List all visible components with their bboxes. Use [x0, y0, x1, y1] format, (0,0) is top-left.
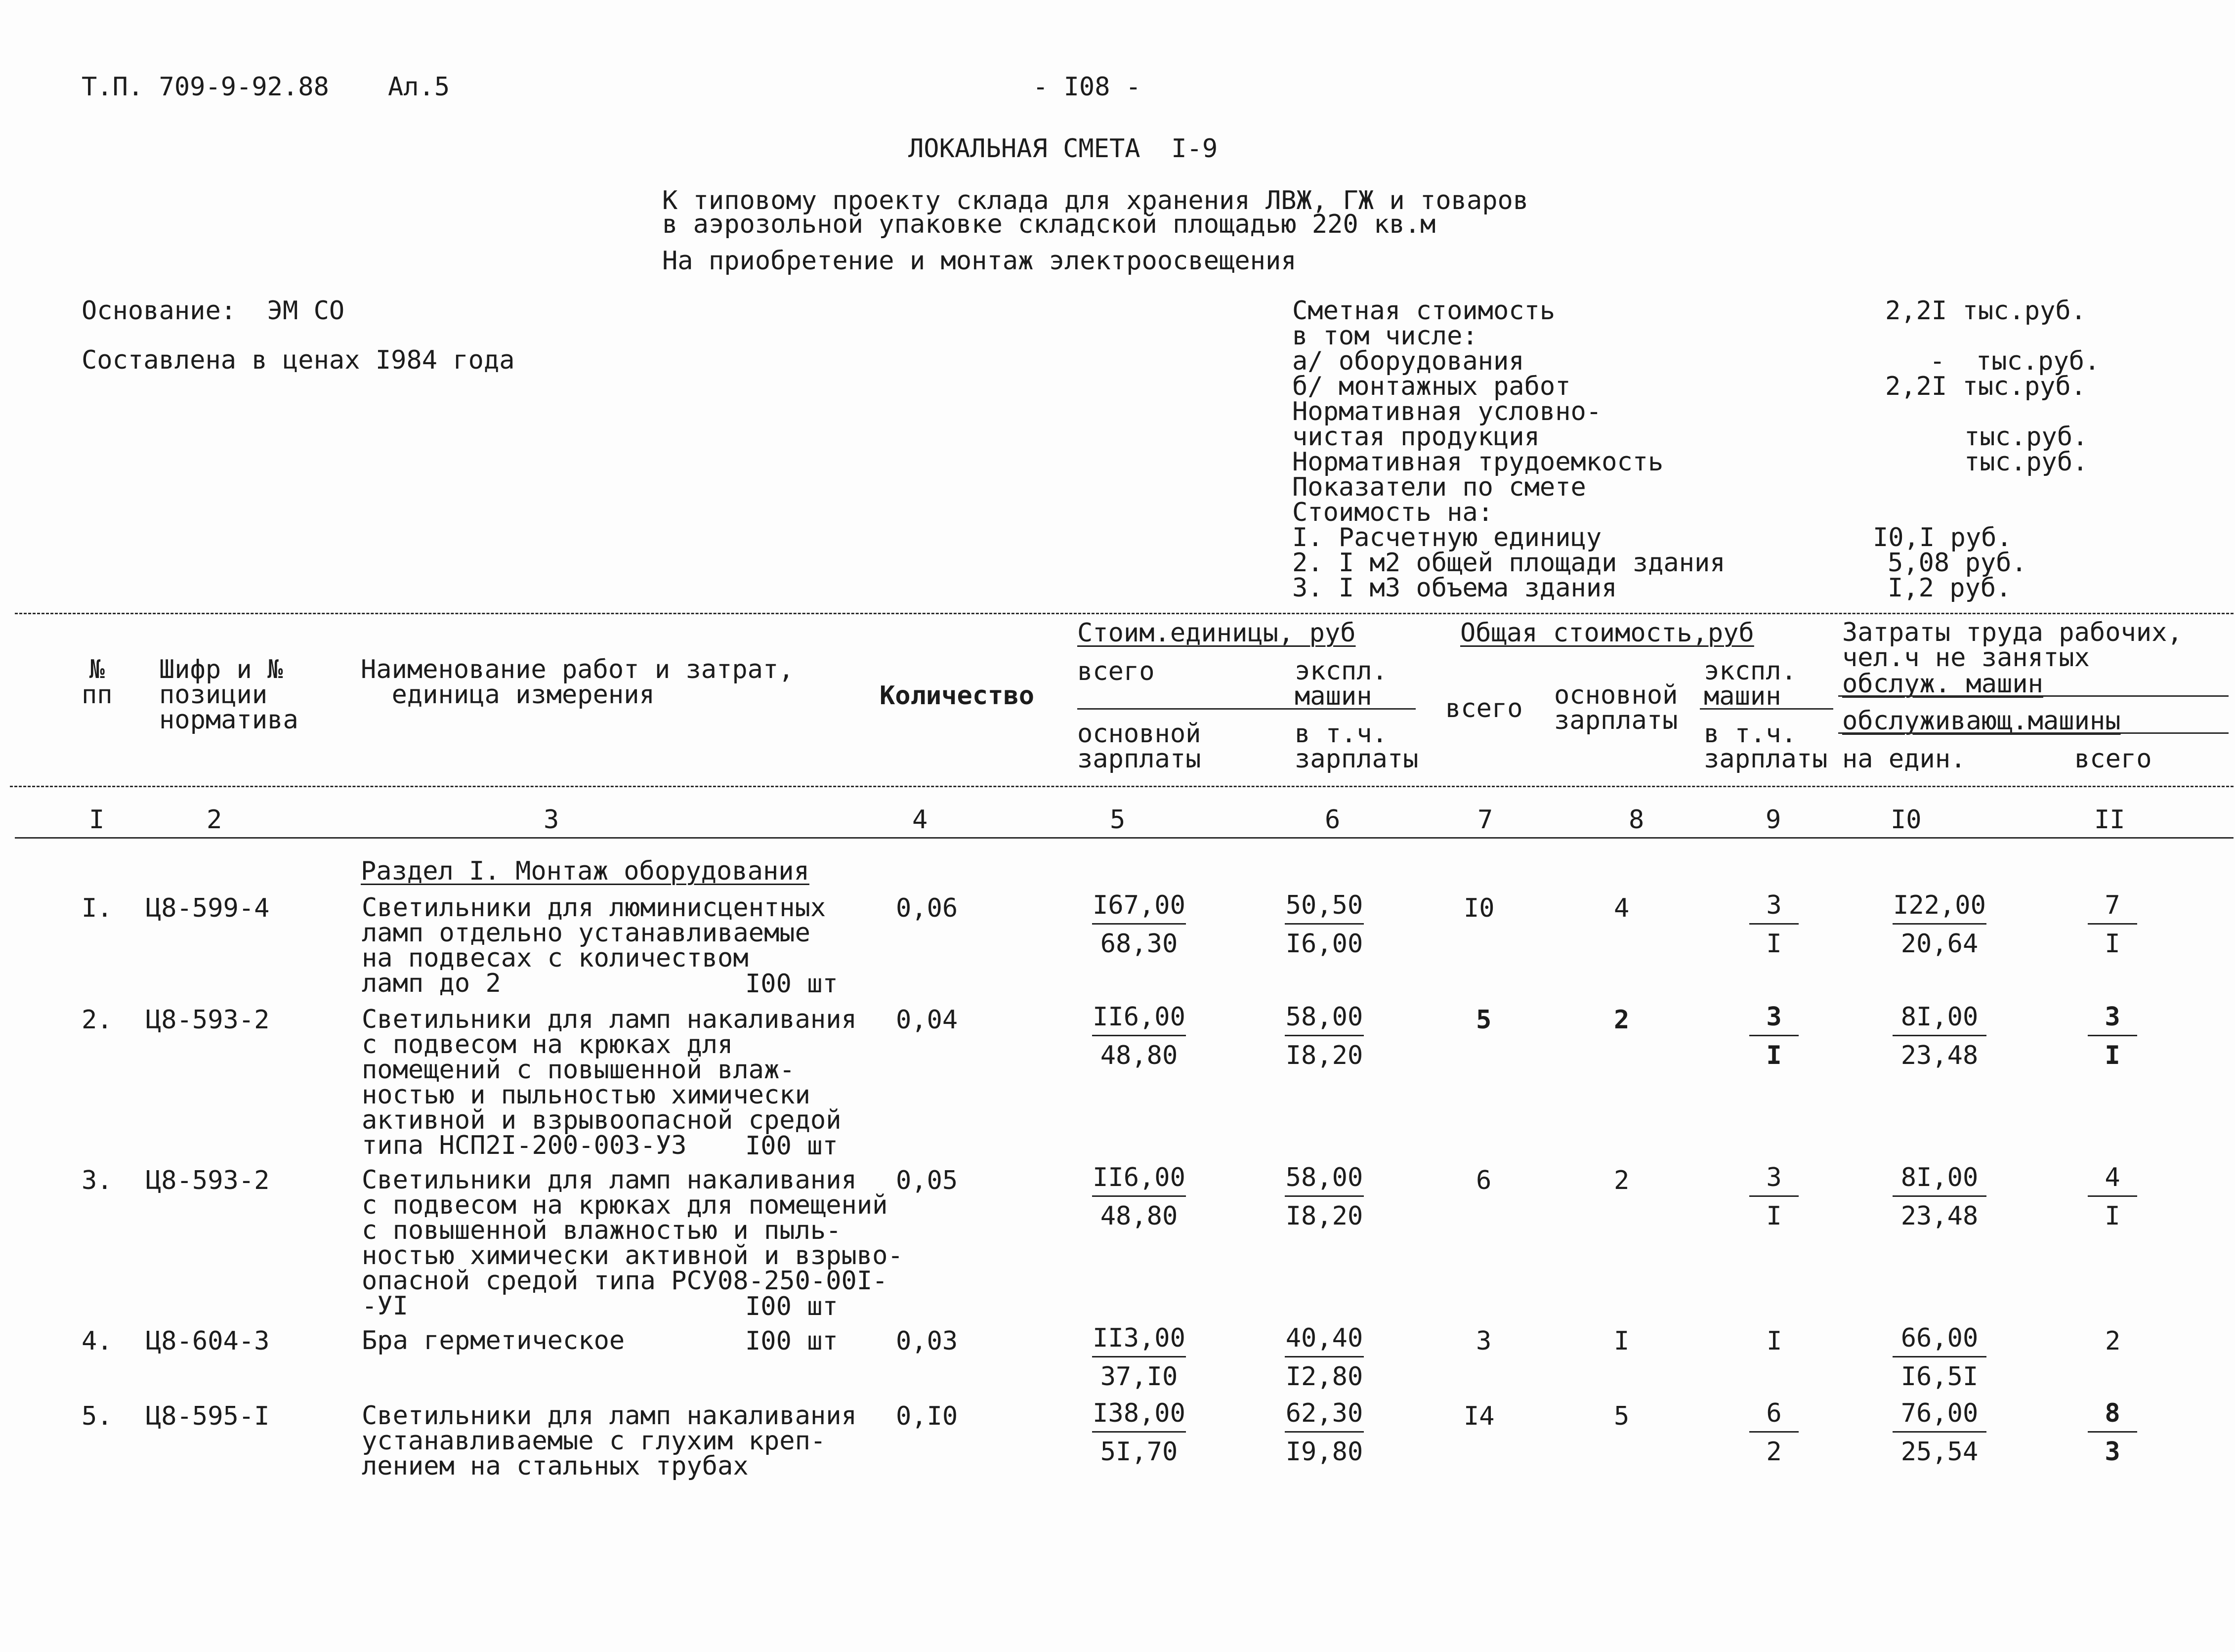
row-total-wage: 4	[1614, 893, 1630, 923]
row-unit-machine	[1277, 1002, 1371, 1069]
row-unit-cost	[1085, 1323, 1193, 1390]
column-numbers-rule	[15, 837, 2234, 839]
row-total-machine	[1747, 1398, 1801, 1465]
row-number: 2.	[82, 1005, 113, 1035]
header-unit-machine-wage: в т.ч. зарплаты	[1295, 719, 1419, 774]
summary-value: - тыс.руб.	[1930, 346, 2100, 376]
row-number: 3.	[82, 1166, 113, 1195]
summary-value: тыс.руб.	[1964, 447, 2088, 477]
header-col-num: № пп	[82, 655, 113, 710]
header-unit-wage: основной зарплаты	[1077, 719, 1201, 774]
unit-machine-cost: 62,30	[1285, 1398, 1363, 1428]
row-labor-unit	[1885, 890, 1994, 957]
row-labor-total: 2	[2105, 1326, 2121, 1356]
title-line-1: К типовому проекту склада для хранения ЛВЖ, ГЖ и товаров	[662, 186, 1529, 215]
header-col-name: Наименование работ и затрат, единица измерения	[361, 655, 794, 710]
header-total-all: всего	[1445, 694, 1523, 723]
summary-label: Стоимость на:	[1292, 498, 1493, 527]
column-number: 3	[544, 805, 559, 835]
header-total-machines: экспл. машин	[1704, 656, 1797, 711]
row-total-all: 5	[1476, 1005, 1492, 1035]
labor-unit-value: I22,00	[1893, 890, 1986, 920]
labor-unit-value: 8I,00	[1900, 1163, 1979, 1192]
column-number: 2	[207, 805, 222, 835]
header-group-labor: Затраты труда рабочих, чел.ч не занятых	[1842, 618, 2183, 673]
column-number: 9	[1766, 805, 1781, 835]
summary-label: Показатели по смете	[1292, 472, 1586, 502]
column-number: 7	[1477, 805, 1493, 835]
summary-label: 2. I м2 общей площади здания	[1292, 548, 1726, 578]
summary-value: 2,2I тыс.руб.	[1885, 372, 2086, 401]
unit-machine-cost: 58,00	[1285, 1002, 1363, 1032]
header-labor-sub2: обслуживающ.машины	[1842, 706, 2121, 736]
row-unit-machine	[1277, 890, 1371, 957]
row-unit-cost	[1085, 1398, 1193, 1465]
labor-total-machine: I	[2105, 1201, 2120, 1231]
column-number: 4	[912, 805, 928, 835]
labor-unit-machine: I6,5I	[1900, 1362, 1979, 1392]
header-labor-total: всего	[2074, 744, 2152, 774]
total-machine-wage: 2	[1766, 1437, 1782, 1467]
row-number: 5.	[82, 1401, 113, 1431]
total-machine-cost: 3	[1766, 1002, 1782, 1032]
summary-label: Нормативная условно-	[1292, 397, 1602, 426]
sheet-number: Ал.5	[388, 72, 450, 102]
title-line-2: в аэрозольной упаковке складской площадью 220 кв.м	[662, 210, 1436, 239]
row-unit: I00 шт	[745, 969, 838, 999]
row-total-all: 3	[1476, 1326, 1492, 1356]
unit-machine-wage: I2,80	[1285, 1362, 1363, 1392]
row-unit: I00 шт	[745, 1131, 838, 1161]
labor-unit-value: 76,00	[1900, 1398, 1979, 1428]
row-code: Ц8-593-2	[146, 1005, 270, 1035]
total-machine-wage: I	[1766, 1041, 1782, 1070]
unit-cost-wage: 37,I0	[1100, 1362, 1178, 1392]
summary-label: а/ оборудования	[1292, 346, 1524, 376]
header-group-unit-cost: Стоим.единицы, руб	[1077, 618, 1356, 648]
page-number: - I08 -	[1033, 72, 1141, 102]
row-name: Бра герметическое	[362, 1326, 625, 1355]
row-unit-cost	[1085, 890, 1193, 957]
labor-unit-value: 66,00	[1900, 1323, 1979, 1353]
header-unit-machines: экспл. машин	[1295, 656, 1388, 711]
column-number: I0	[1891, 805, 1922, 835]
summary-value: I,2 руб.	[1888, 573, 2012, 603]
unit-machine-cost: 40,40	[1285, 1323, 1363, 1353]
row-total-machine: I	[1767, 1326, 1782, 1356]
summary-label: б/ монтажных работ	[1292, 372, 1571, 401]
unit-cost-total: II6,00	[1093, 1163, 1185, 1192]
row-number: 4.	[82, 1326, 113, 1356]
header-unit-total: всего	[1077, 657, 1155, 686]
row-quantity: 0,04	[896, 1005, 958, 1035]
unit-machine-wage: I6,00	[1285, 929, 1363, 959]
summary-label: 3. I м3 объема здания	[1292, 573, 1617, 603]
row-unit-machine	[1277, 1398, 1371, 1465]
basis-text: Основание: ЭМ СО	[82, 296, 345, 326]
summary-label: в том числе:	[1292, 321, 1478, 351]
row-labor-unit	[1885, 1323, 1994, 1390]
row-number: I.	[82, 893, 113, 923]
summary-label: Сметная стоимость	[1292, 296, 1556, 326]
table-top-rule	[15, 613, 2234, 614]
header-col-quantity: Количество	[880, 681, 1035, 711]
prices-year-text: Составлена в ценах I984 года	[82, 345, 515, 375]
row-unit-machine	[1277, 1163, 1371, 1229]
row-quantity: 0,03	[896, 1326, 958, 1356]
title-line-3: На приобретение и монтаж электроосвещения	[662, 246, 1297, 276]
labor-unit-machine: 20,64	[1900, 929, 1979, 959]
row-total-machine	[1747, 890, 1801, 957]
row-labor-unit	[1885, 1002, 1994, 1069]
unit-cost-wage: 48,80	[1100, 1041, 1178, 1070]
header-col-code: Шифр и № позиции норматива	[159, 655, 298, 735]
labor-total-value: 3	[2105, 1002, 2120, 1032]
unit-machine-wage: I8,20	[1285, 1041, 1363, 1070]
row-total-machine	[1747, 1163, 1801, 1229]
column-number: 5	[1110, 805, 1126, 835]
summary-label: Нормативная трудоемкость	[1292, 447, 1664, 477]
header-total-wage: основной зарплаты	[1554, 680, 1678, 735]
labor-unit-machine: 23,48	[1900, 1041, 1979, 1070]
unit-machine-cost: 50,50	[1285, 890, 1363, 920]
row-total-wage: I	[1614, 1326, 1630, 1356]
total-machine-wage: I	[1766, 929, 1782, 959]
row-quantity: 0,I0	[896, 1401, 958, 1431]
header-unit-subrule	[1077, 708, 1416, 710]
header-group-total-cost: Общая стоимость,руб	[1460, 618, 1754, 648]
unit-cost-total: II3,00	[1093, 1323, 1185, 1353]
row-quantity: 0,06	[896, 893, 958, 923]
row-quantity: 0,05	[896, 1166, 958, 1195]
row-labor-total	[2085, 1002, 2140, 1069]
row-code: Ц8-599-4	[146, 893, 270, 923]
unit-machine-wage: I9,80	[1285, 1437, 1363, 1467]
labor-unit-machine: 25,54	[1900, 1437, 1979, 1467]
row-code: Ц8-604-3	[146, 1326, 270, 1356]
row-unit-cost	[1085, 1163, 1193, 1229]
total-machine-cost: 6	[1766, 1398, 1782, 1428]
unit-cost-total: I38,00	[1093, 1398, 1185, 1428]
header-labor-per-unit: на един.	[1842, 744, 1966, 774]
row-name: Светильники для люминисцентных ламп отдельно устанавливаемые на подвесах с количеством ламп до 2	[362, 893, 826, 998]
header-total-subrule	[1700, 708, 1833, 710]
row-unit-machine	[1277, 1323, 1371, 1390]
labor-total-value: 7	[2105, 890, 2120, 920]
labor-unit-machine: 23,48	[1900, 1201, 1979, 1231]
row-total-all: 6	[1476, 1166, 1492, 1195]
row-labor-total	[2085, 1163, 2140, 1229]
row-total-machine	[1747, 1002, 1801, 1069]
header-total-machine-wage: в т.ч. зарплаты	[1704, 719, 1828, 774]
row-labor-total	[2085, 1398, 2140, 1465]
row-total-wage: 2	[1614, 1166, 1630, 1195]
header-labor-rule	[1838, 695, 2229, 697]
unit-machine-wage: I8,20	[1285, 1201, 1363, 1231]
row-unit: I00 шт	[745, 1326, 838, 1356]
total-machine-cost: 3	[1766, 1163, 1782, 1192]
table-header-bottom-rule	[10, 786, 2234, 787]
summary-label: I. Расчетную единицу	[1292, 523, 1602, 552]
row-code: Ц8-593-2	[146, 1166, 270, 1195]
row-code: Ц8-595-I	[146, 1401, 270, 1431]
unit-cost-total: I67,00	[1093, 890, 1185, 920]
section-title: Раздел I. Монтаж оборудования	[361, 856, 809, 886]
labor-unit-value: 8I,00	[1900, 1002, 1979, 1032]
labor-total-value: 8	[2105, 1398, 2120, 1428]
unit-cost-wage: 5I,70	[1100, 1437, 1178, 1467]
row-name: Светильники для ламп накаливания с подвесом на крюках для помещений с повышенной влаж- ностью и пыльностью химически активной и взрывоопасной средой типа НСП2I-200-003-У3	[362, 1005, 857, 1160]
unit-cost-total: II6,00	[1093, 1002, 1185, 1032]
unit-cost-wage: 68,30	[1100, 929, 1178, 959]
summary-value: I0,I руб.	[1873, 523, 2012, 552]
column-number: 6	[1325, 805, 1341, 835]
document-code: Т.П. 709-9-92.88	[82, 72, 329, 102]
summary-label: чистая продукция	[1292, 422, 1540, 452]
header-labor-rule	[1838, 732, 2229, 734]
row-labor-unit	[1885, 1163, 1994, 1229]
unit-machine-cost: 58,00	[1285, 1163, 1363, 1192]
summary-value: 5,08 руб.	[1888, 548, 2027, 578]
summary-value: тыс.руб.	[1964, 422, 2088, 452]
row-labor-unit	[1885, 1398, 1994, 1465]
labor-total-machine: 3	[2105, 1437, 2120, 1467]
row-name: Светильники для ламп накаливания с подвесом на крюках для помещений с повышенной влажностью и пыль- ностью химически активной и взрыво- опасной средой типа РСУ08-250-00I- -УI	[362, 1165, 903, 1321]
column-number: I	[89, 805, 105, 835]
header-labor-sub1: обслуж. машин	[1842, 669, 2043, 699]
document-title: ЛОКАЛЬНАЯ СМЕТА I-9	[908, 134, 1218, 164]
total-machine-wage: I	[1766, 1201, 1782, 1231]
column-number: II	[2094, 805, 2125, 835]
labor-total-machine: I	[2105, 1041, 2120, 1070]
row-unit: I00 шт	[745, 1292, 838, 1321]
row-name: Светильники для ламп накаливания устанавливаемые с глухим креп- лением на стальных трубах	[362, 1401, 857, 1481]
labor-total-machine: I	[2105, 929, 2120, 959]
column-number: 8	[1629, 805, 1645, 835]
row-total-wage: 5	[1614, 1401, 1630, 1431]
row-total-all: I0	[1464, 893, 1495, 923]
row-labor-total	[2085, 890, 2140, 957]
total-machine-cost: 3	[1766, 890, 1782, 920]
unit-cost-wage: 48,80	[1100, 1201, 1178, 1231]
row-unit-cost	[1085, 1002, 1193, 1069]
row-total-wage: 2	[1614, 1005, 1630, 1035]
labor-total-value: 4	[2105, 1163, 2120, 1192]
summary-value: 2,2I тыс.руб.	[1885, 296, 2086, 326]
row-total-all: I4	[1464, 1401, 1495, 1431]
